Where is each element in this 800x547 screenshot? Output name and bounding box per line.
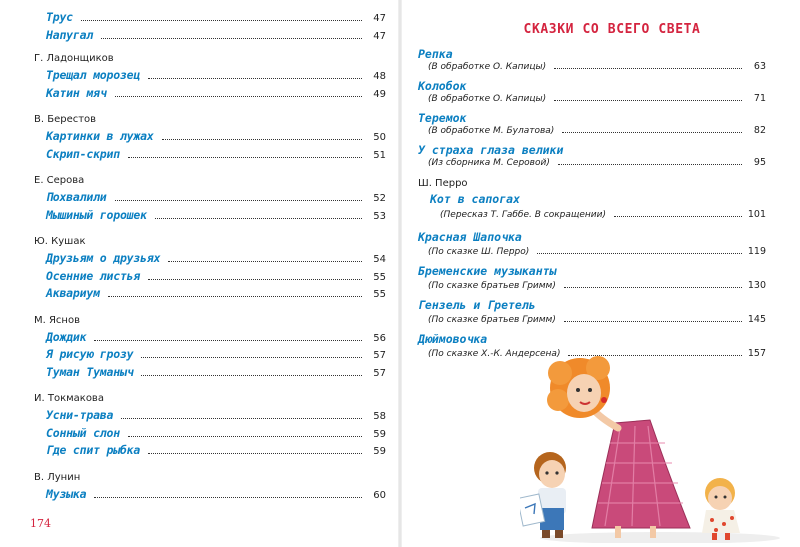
toc-entry[interactable] bbox=[418, 111, 766, 138]
entry-subtitle: (По сказке Ш. Перро) bbox=[428, 247, 530, 257]
toc-group bbox=[34, 472, 386, 505]
entry-page: 57 bbox=[373, 350, 386, 361]
entry-subtitle: (По сказке братьев Гримм) bbox=[428, 315, 556, 325]
entry-page: 47 bbox=[373, 30, 386, 42]
dot-leader bbox=[128, 436, 362, 437]
entry-title: Напугал bbox=[46, 27, 94, 42]
toc-entry[interactable] bbox=[34, 190, 386, 208]
entry-title: Колобок bbox=[418, 79, 467, 93]
entry-subtitle: (Из сборника М. Серовой) bbox=[428, 158, 550, 168]
toc-entry[interactable] bbox=[34, 86, 386, 104]
entry-page: 52 bbox=[373, 193, 386, 204]
dot-leader bbox=[94, 497, 362, 498]
entry-page: 157 bbox=[747, 348, 766, 359]
entry-page: 58 bbox=[373, 411, 386, 422]
toc-entry[interactable] bbox=[418, 298, 766, 327]
entry-page: 60 bbox=[373, 489, 386, 501]
toc-group bbox=[34, 175, 386, 225]
entry-subtitle: (В обработке О. Капицы) bbox=[428, 62, 547, 72]
dot-leader bbox=[168, 261, 362, 262]
entry-title: Сонный слон bbox=[46, 425, 120, 440]
toc-entry[interactable] bbox=[34, 330, 386, 348]
toc-group bbox=[34, 53, 386, 103]
entry-title: Осенние листья bbox=[46, 268, 141, 283]
toc-entry[interactable] bbox=[418, 192, 766, 222]
entry-title: Дюймовочка bbox=[418, 332, 488, 346]
dot-leader bbox=[564, 321, 742, 322]
entry-title: Красная Шапочка bbox=[418, 230, 522, 244]
dot-leader bbox=[115, 200, 362, 201]
author-name: Г. Ладонщиков bbox=[34, 53, 114, 64]
entry-title: Картинки в лужах bbox=[46, 129, 154, 143]
toc-entry[interactable] bbox=[418, 79, 766, 106]
toc-entry[interactable] bbox=[34, 28, 386, 46]
toc-entry[interactable] bbox=[34, 286, 386, 304]
entry-title: Туман Туманыч bbox=[46, 364, 134, 379]
toc-group bbox=[34, 236, 386, 304]
dot-leader bbox=[537, 253, 742, 254]
dot-leader bbox=[554, 68, 742, 69]
entry-title: Музыка bbox=[46, 486, 87, 501]
toc-entry[interactable] bbox=[34, 443, 386, 461]
dot-leader bbox=[141, 375, 362, 376]
author-name: Ю. Кушак bbox=[34, 236, 86, 247]
dot-leader bbox=[141, 357, 362, 358]
entry-title: Где спит рыбка bbox=[46, 443, 141, 457]
entry-title: Я рисую грозу bbox=[46, 347, 134, 361]
entry-title: Аквариум bbox=[46, 286, 100, 300]
dot-leader bbox=[81, 20, 362, 21]
entry-page: 56 bbox=[373, 332, 386, 344]
entry-page: 101 bbox=[747, 209, 766, 220]
dot-leader bbox=[128, 157, 362, 158]
entry-title: У страха глаза велики bbox=[418, 143, 564, 157]
toc-entry[interactable] bbox=[34, 487, 386, 505]
dot-leader bbox=[121, 418, 362, 419]
entry-title: Скрип-скрип bbox=[46, 146, 120, 161]
entry-page: 71 bbox=[753, 93, 766, 104]
entry-title: Дождик bbox=[46, 329, 87, 344]
entry-title: Трус bbox=[46, 10, 73, 24]
toc-entry[interactable] bbox=[418, 264, 766, 293]
toc-entry[interactable] bbox=[34, 347, 386, 365]
toc-entry[interactable] bbox=[418, 230, 766, 259]
toc-entry[interactable] bbox=[34, 269, 386, 287]
entry-page: 59 bbox=[373, 428, 386, 440]
toc-entry[interactable] bbox=[34, 251, 386, 269]
entry-title: Репка bbox=[418, 47, 453, 61]
entry-title: Кот в сапогах bbox=[430, 192, 521, 206]
entry-title: Бременские музыканты bbox=[418, 264, 557, 278]
entry-page: 57 bbox=[373, 367, 386, 379]
entry-page: 50 bbox=[373, 132, 386, 143]
toc-entry[interactable] bbox=[34, 147, 386, 165]
entry-page: 82 bbox=[753, 125, 766, 136]
entry-page: 95 bbox=[753, 157, 766, 168]
toc-entry[interactable] bbox=[34, 426, 386, 444]
dot-leader bbox=[564, 287, 742, 288]
dot-leader bbox=[148, 453, 362, 454]
author-name: Ш. Перро bbox=[418, 178, 468, 189]
entry-page: 119 bbox=[747, 246, 766, 257]
entry-page: 130 bbox=[747, 280, 766, 291]
author-name: М. Яснов bbox=[34, 314, 80, 326]
toc-group bbox=[34, 114, 386, 164]
entry-title: Друзьям о друзьях bbox=[46, 251, 161, 265]
toc-group bbox=[34, 315, 386, 383]
entry-title: Трещал морозец bbox=[46, 68, 141, 82]
dot-leader bbox=[115, 96, 362, 97]
entry-page: 55 bbox=[373, 289, 386, 300]
dot-leader bbox=[614, 216, 742, 217]
toc-entry[interactable] bbox=[34, 365, 386, 383]
dot-leader bbox=[562, 132, 742, 133]
author-name: Е. Серова bbox=[34, 175, 85, 186]
entry-subtitle: (В обработке М. Булатова) bbox=[428, 126, 555, 136]
entry-subtitle: (В обработке О. Капицы) bbox=[428, 94, 547, 104]
entry-page: 51 bbox=[373, 149, 386, 161]
entry-title: Катин мяч bbox=[46, 85, 107, 100]
entry-title: Похвалили bbox=[46, 190, 107, 204]
entry-page: 48 bbox=[373, 71, 386, 82]
author-name: В. Берестов bbox=[34, 114, 97, 125]
entry-page: 54 bbox=[373, 254, 386, 265]
toc-group bbox=[34, 393, 386, 461]
entry-page: 55 bbox=[373, 271, 386, 283]
entry-title: Теремок bbox=[418, 111, 467, 125]
toc-entry[interactable] bbox=[418, 143, 766, 170]
dot-leader bbox=[101, 38, 362, 39]
author-name: И. Токмакова bbox=[34, 393, 104, 404]
toc-group bbox=[34, 10, 386, 45]
entry-page: 59 bbox=[373, 446, 386, 457]
dot-leader bbox=[108, 296, 362, 297]
entry-title: Усни-трава bbox=[46, 408, 114, 422]
entry-subtitle: (Пересказ Т. Габбе. В сокращении) bbox=[440, 210, 606, 220]
dot-leader bbox=[554, 100, 742, 101]
illustration-woman-children bbox=[520, 348, 790, 543]
entry-page: 63 bbox=[753, 61, 766, 72]
dot-leader bbox=[162, 139, 362, 140]
toc-entry[interactable] bbox=[34, 10, 386, 28]
author-name: В. Лунин bbox=[34, 471, 81, 483]
entry-title: Гензель и Гретель bbox=[418, 298, 536, 312]
entry-page: 53 bbox=[373, 210, 386, 222]
toc-entry[interactable] bbox=[34, 129, 386, 147]
dot-leader bbox=[558, 164, 742, 165]
toc-entry[interactable] bbox=[418, 47, 766, 74]
page-number: 174 bbox=[30, 517, 51, 530]
toc-entry[interactable] bbox=[34, 68, 386, 86]
toc-entry[interactable] bbox=[34, 208, 386, 226]
dot-leader bbox=[94, 340, 362, 341]
entry-subtitle: (По сказке братьев Гримм) bbox=[428, 281, 556, 291]
section-title: СКАЗКИ СО ВСЕГО СВЕТА bbox=[523, 22, 701, 37]
dot-leader bbox=[148, 279, 362, 280]
entry-subtitle: (По сказке Х.-К. Андерсена) bbox=[428, 349, 561, 359]
dot-leader bbox=[155, 218, 362, 219]
entry-title: Мышиный горошек bbox=[46, 207, 147, 222]
dot-leader bbox=[148, 78, 362, 79]
entry-page: 47 bbox=[373, 13, 386, 24]
entry-page: 145 bbox=[747, 314, 766, 325]
toc-entry[interactable] bbox=[34, 408, 386, 426]
entry-page: 49 bbox=[373, 88, 386, 100]
